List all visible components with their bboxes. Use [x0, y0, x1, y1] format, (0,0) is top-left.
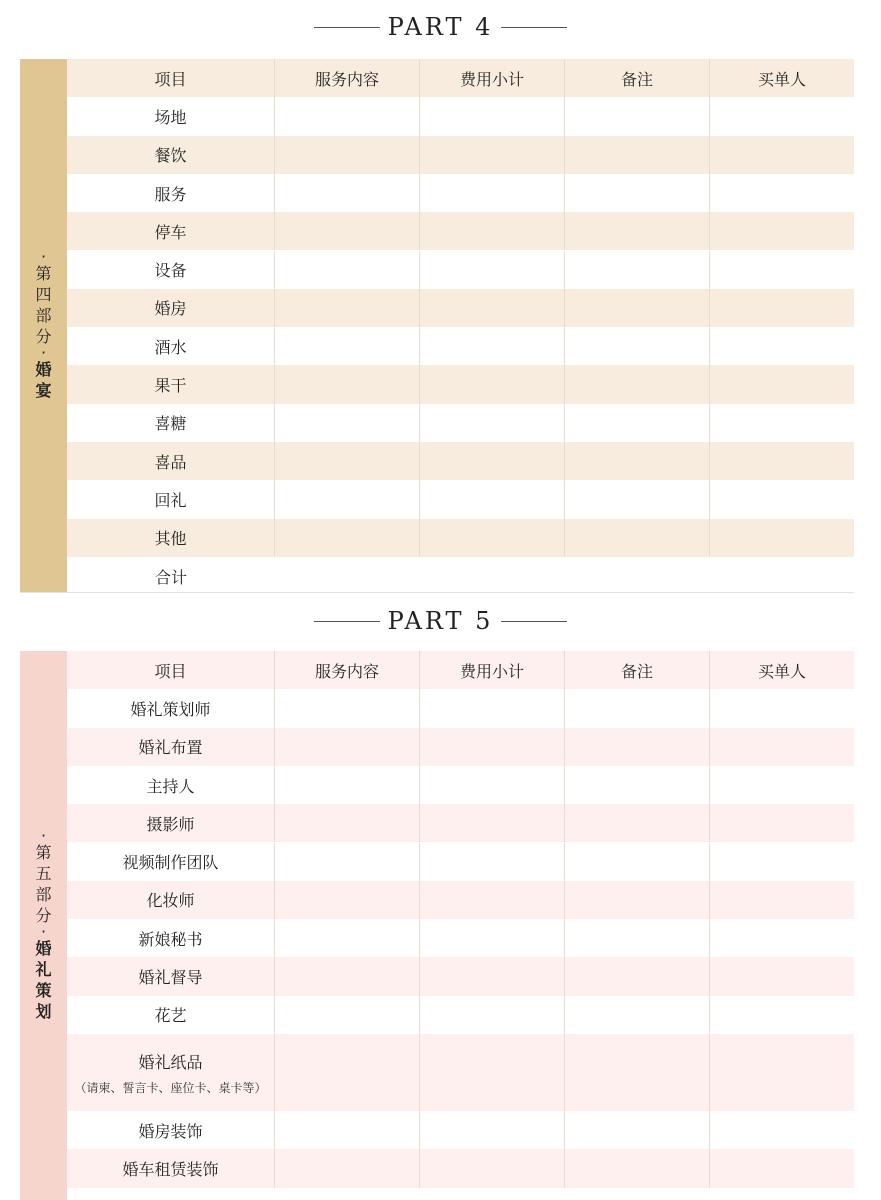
- column-header: 买单人: [757, 661, 806, 681]
- input-cell[interactable]: [275, 689, 420, 727]
- item-name: 婚礼督导: [138, 968, 203, 988]
- table-row: [67, 957, 854, 995]
- row-item-label: [67, 289, 275, 327]
- input-cell[interactable]: [710, 1111, 854, 1149]
- row-item-label: [67, 251, 275, 289]
- input-cell[interactable]: [275, 289, 420, 327]
- input-cell[interactable]: [565, 957, 710, 995]
- input-cell[interactable]: [275, 766, 420, 804]
- input-cell[interactable]: [565, 97, 710, 135]
- row-item-label: [67, 1149, 275, 1187]
- table-header-row: [67, 651, 854, 689]
- row-item-label: [67, 881, 275, 919]
- side-label-char: ·: [40, 825, 47, 845]
- side-label-char: ·: [40, 342, 47, 362]
- part5-title: [0, 604, 881, 638]
- input-cell[interactable]: [710, 212, 854, 250]
- input-cell[interactable]: [565, 251, 710, 289]
- input-cell[interactable]: [565, 289, 710, 327]
- input-cell[interactable]: [420, 557, 565, 595]
- side-label-char: ·: [40, 921, 47, 941]
- input-cell[interactable]: [565, 404, 710, 442]
- column-header: 项目: [67, 651, 275, 689]
- input-cell[interactable]: [275, 251, 420, 289]
- input-cell[interactable]: [565, 689, 710, 727]
- input-cell[interactable]: [420, 919, 565, 957]
- table-row: [67, 728, 854, 766]
- side-label-char: ·: [40, 246, 47, 266]
- item-name: 摄影师: [146, 814, 195, 834]
- item-name: 服务: [154, 184, 187, 204]
- table-row: [67, 480, 854, 518]
- input-cell[interactable]: [420, 212, 565, 250]
- column-header: 服务内容: [275, 651, 420, 689]
- item-name: 视频制作团队: [122, 853, 219, 873]
- input-cell[interactable]: [565, 442, 710, 480]
- part4-table: [67, 59, 854, 592]
- input-cell[interactable]: [275, 881, 420, 919]
- input-cell[interactable]: [565, 881, 710, 919]
- input-cell[interactable]: [710, 365, 854, 403]
- input-cell[interactable]: [420, 327, 565, 365]
- part5-side-label: [20, 651, 67, 1200]
- input-cell[interactable]: [420, 804, 565, 842]
- input-cell[interactable]: [710, 480, 854, 518]
- input-cell[interactable]: [275, 919, 420, 957]
- part4-title-text: PART 4: [387, 13, 494, 41]
- input-cell[interactable]: [275, 557, 420, 595]
- table-header-row: [67, 59, 854, 97]
- input-cell[interactable]: [275, 804, 420, 842]
- item-name: 场地: [154, 107, 187, 127]
- side-label-char: 宴: [35, 380, 52, 400]
- input-cell[interactable]: [275, 404, 420, 442]
- row-item-label: [67, 957, 275, 995]
- item-name: 化妆师: [146, 891, 195, 911]
- table-row: [67, 881, 854, 919]
- item-name: 婚车租赁装饰: [122, 1159, 219, 1179]
- input-cell[interactable]: [565, 996, 710, 1034]
- table-row: [67, 804, 854, 842]
- table-row: [67, 251, 854, 289]
- input-cell[interactable]: [420, 689, 565, 727]
- row-item-label: [67, 365, 275, 403]
- table-row: [67, 766, 854, 804]
- input-cell[interactable]: [710, 289, 854, 327]
- input-cell[interactable]: [710, 404, 854, 442]
- column-header: 备注: [565, 59, 710, 97]
- side-label-char: 礼: [35, 959, 52, 979]
- input-cell[interactable]: [420, 1111, 565, 1149]
- input-cell[interactable]: [565, 212, 710, 250]
- side-label-char: 第: [35, 842, 52, 862]
- input-cell[interactable]: [275, 442, 420, 480]
- table-row: [67, 327, 854, 365]
- input-cell[interactable]: [565, 557, 710, 595]
- row-item-label: [67, 480, 275, 518]
- row-item-label: [67, 136, 275, 174]
- item-name: 回礼: [154, 490, 187, 510]
- table-row: [67, 519, 854, 557]
- input-cell[interactable]: [710, 557, 854, 595]
- input-cell[interactable]: [710, 251, 854, 289]
- row-item-label: [67, 327, 275, 365]
- row-item-label: [67, 1111, 275, 1149]
- item-name: 婚礼布置: [138, 738, 203, 758]
- title-rule-right: [501, 27, 567, 28]
- input-cell[interactable]: [565, 174, 710, 212]
- column-header: 服务内容: [275, 59, 420, 97]
- input-cell[interactable]: [710, 1034, 854, 1111]
- row-item-label: [67, 1034, 275, 1111]
- input-cell[interactable]: [420, 442, 565, 480]
- table-row: [67, 365, 854, 403]
- input-cell[interactable]: [420, 174, 565, 212]
- item-name: 花艺: [154, 1006, 187, 1026]
- item-name: 婚房: [154, 299, 187, 319]
- input-cell[interactable]: [565, 136, 710, 174]
- part4-section: [20, 59, 854, 592]
- input-cell[interactable]: [420, 519, 565, 557]
- item-name: 新娘秘书: [138, 929, 203, 949]
- input-cell[interactable]: [710, 519, 854, 557]
- input-cell[interactable]: [275, 480, 420, 518]
- table-row: [67, 174, 854, 212]
- input-cell[interactable]: [710, 174, 854, 212]
- column-header: 备注: [565, 651, 710, 689]
- input-cell[interactable]: [710, 442, 854, 480]
- item-name: 婚礼策划师: [130, 699, 211, 719]
- column-header: 费用小计: [420, 59, 565, 97]
- table-row: [67, 919, 854, 957]
- side-label-char: 分: [35, 326, 52, 346]
- side-label-char: 第: [35, 263, 52, 283]
- input-cell[interactable]: [710, 689, 854, 727]
- item-note: （请柬、誓言卡、座位卡、桌卡等）: [74, 1080, 267, 1095]
- title-rule-left: [314, 621, 380, 622]
- input-cell[interactable]: [275, 1149, 420, 1187]
- item-name: 主持人: [146, 776, 195, 796]
- input-cell[interactable]: [565, 519, 710, 557]
- table-row: [67, 1149, 854, 1187]
- item-name: 喜糖: [154, 414, 187, 434]
- table-row: [67, 136, 854, 174]
- table-row: [67, 212, 854, 250]
- row-item-label: [67, 728, 275, 766]
- input-cell[interactable]: [565, 804, 710, 842]
- table-row: [67, 557, 854, 595]
- row-item-label: [67, 996, 275, 1034]
- column-header: 买单人: [757, 69, 806, 89]
- input-cell[interactable]: [565, 1149, 710, 1187]
- row-item-label: [67, 442, 275, 480]
- input-cell[interactable]: [565, 728, 710, 766]
- row-item-label: [67, 97, 275, 135]
- input-cell[interactable]: [420, 365, 565, 403]
- input-cell[interactable]: [275, 365, 420, 403]
- side-label-char: 分: [35, 905, 52, 925]
- row-item-label: [67, 519, 275, 557]
- side-label-char: 部: [35, 884, 52, 904]
- input-cell[interactable]: [420, 957, 565, 995]
- row-item-label: [67, 689, 275, 727]
- input-cell[interactable]: [420, 996, 565, 1034]
- input-cell[interactable]: [710, 957, 854, 995]
- table-row: [67, 442, 854, 480]
- input-cell[interactable]: [710, 996, 854, 1034]
- part5-section: [20, 651, 854, 1200]
- part4-bottom-line: [20, 592, 854, 593]
- row-item-label: [67, 557, 275, 595]
- item-name: 婚礼纸品: [138, 1052, 203, 1072]
- column-header: 项目: [67, 59, 275, 97]
- input-cell[interactable]: [420, 289, 565, 327]
- row-item-label: [67, 212, 275, 250]
- side-label-char: 婚: [35, 359, 52, 379]
- input-cell[interactable]: [710, 881, 854, 919]
- item-name: 酒水: [154, 337, 187, 357]
- input-cell[interactable]: [565, 766, 710, 804]
- input-cell[interactable]: [710, 804, 854, 842]
- item-name: 婚房装饰: [138, 1121, 203, 1141]
- input-cell[interactable]: [420, 1034, 565, 1111]
- item-name: 餐饮: [154, 146, 187, 166]
- input-cell[interactable]: [565, 1111, 710, 1149]
- part5-title-text: PART 5: [387, 607, 494, 635]
- table-row: [67, 97, 854, 135]
- input-cell[interactable]: [275, 327, 420, 365]
- input-cell[interactable]: [275, 97, 420, 135]
- side-label-char: 四: [35, 284, 52, 304]
- item-name: 果干: [154, 376, 187, 396]
- input-cell[interactable]: [275, 996, 420, 1034]
- input-cell[interactable]: [420, 728, 565, 766]
- input-cell[interactable]: [420, 136, 565, 174]
- input-cell[interactable]: [710, 766, 854, 804]
- input-cell[interactable]: [710, 327, 854, 365]
- item-name: 喜品: [154, 452, 187, 472]
- input-cell[interactable]: [710, 136, 854, 174]
- side-label-char: 婚: [35, 938, 52, 958]
- input-cell[interactable]: [710, 843, 854, 881]
- input-cell[interactable]: [565, 843, 710, 881]
- row-item-label: [67, 843, 275, 881]
- side-label-char: 划: [35, 1001, 52, 1021]
- table-row: [67, 404, 854, 442]
- input-cell[interactable]: [565, 919, 710, 957]
- input-cell[interactable]: [275, 728, 420, 766]
- input-cell[interactable]: [420, 404, 565, 442]
- table-row: [67, 1034, 854, 1111]
- side-label-char: 策: [35, 980, 52, 1000]
- part4-title: [0, 10, 881, 44]
- input-cell[interactable]: [420, 881, 565, 919]
- item-name: 其他: [154, 529, 187, 549]
- table-row: [67, 843, 854, 881]
- item-name: 停车: [154, 222, 187, 242]
- input-cell[interactable]: [420, 766, 565, 804]
- table-row: [67, 289, 854, 327]
- row-item-label: [67, 804, 275, 842]
- input-cell[interactable]: [710, 728, 854, 766]
- row-item-label: [67, 404, 275, 442]
- column-header: 费用小计: [420, 651, 565, 689]
- input-cell[interactable]: [710, 1149, 854, 1187]
- input-cell[interactable]: [275, 1111, 420, 1149]
- input-cell[interactable]: [710, 919, 854, 957]
- input-cell[interactable]: [565, 327, 710, 365]
- title-rule-right: [501, 621, 567, 622]
- input-cell[interactable]: [420, 1149, 565, 1187]
- part4-side-label: [20, 59, 67, 592]
- input-cell[interactable]: [420, 97, 565, 135]
- input-cell[interactable]: [420, 251, 565, 289]
- part5-table: [67, 651, 854, 1200]
- title-rule-left: [314, 27, 380, 28]
- input-cell[interactable]: [420, 480, 565, 518]
- input-cell[interactable]: [275, 843, 420, 881]
- table-row: [67, 689, 854, 727]
- input-cell[interactable]: [275, 519, 420, 557]
- side-label-char: 部: [35, 305, 52, 325]
- table-row: [67, 1111, 854, 1149]
- input-cell[interactable]: [275, 212, 420, 250]
- row-item-label: [67, 174, 275, 212]
- item-name: 设备: [154, 261, 187, 281]
- item-name: 合计: [154, 567, 187, 587]
- input-cell[interactable]: [275, 957, 420, 995]
- input-cell[interactable]: [275, 136, 420, 174]
- input-cell[interactable]: [565, 365, 710, 403]
- input-cell[interactable]: [275, 174, 420, 212]
- input-cell[interactable]: [710, 97, 854, 135]
- table-row: [67, 996, 854, 1034]
- side-label-char: 五: [35, 863, 52, 883]
- input-cell[interactable]: [565, 1034, 710, 1111]
- input-cell[interactable]: [420, 843, 565, 881]
- input-cell[interactable]: [275, 1034, 420, 1111]
- row-item-label: [67, 766, 275, 804]
- row-item-label: [67, 919, 275, 957]
- input-cell[interactable]: [565, 480, 710, 518]
